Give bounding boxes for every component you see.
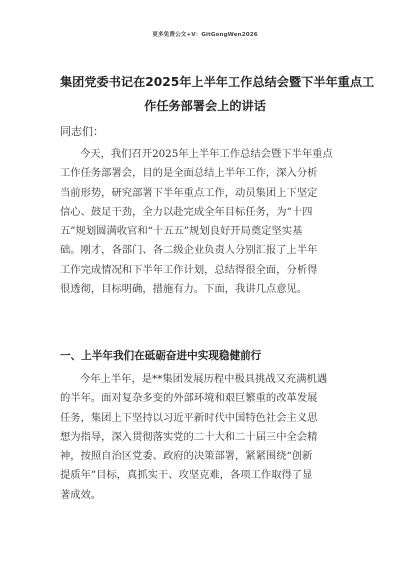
- paragraph-line: 五”规划圆满收官和“十五五”规划良好开局奠定坚实基: [60, 225, 303, 238]
- paragraph-2: [60, 370, 350, 505]
- paragraph-line: 提质年”目标，真抓实干、攻坚克难，各项工作取得了显: [60, 469, 313, 482]
- title-line-2: 作任务部署会上的讲话: [144, 99, 266, 113]
- salutation: 同志们：: [60, 125, 104, 138]
- header-note: 更多免费公文+V：GitGongWen2026: [152, 32, 258, 38]
- paragraph-line: 任务，集团上下坚持以习近平新时代中国特色社会主义思: [60, 411, 318, 424]
- paragraph-line: 工作任务部署会，目的是全面总结上半年工作，深入分析: [60, 167, 318, 180]
- paragraph-line: 信心、鼓足干劲，全力以赴完成全年目标任务，为“十四: [60, 205, 313, 218]
- paragraph-line: 很透彻，目标明确，措施有力。下面，我讲几点意见。: [60, 283, 308, 296]
- paragraph-line: 想为指导，深入贯彻落实党的二十大和二十届三中全会精: [60, 430, 318, 443]
- paragraph-line: 今年上半年，是**集团发展历程中极具挑战又充满机遇: [80, 373, 328, 385]
- paragraph-line: 础。刚才，各部门、各二级企业负责人分别汇报了上半年: [60, 244, 318, 257]
- paragraph-1: [60, 145, 350, 299]
- paragraph-line: 著成效。: [60, 488, 102, 501]
- paragraph-line: 神，按照自治区党委、政府的决策部署，紧紧围绕“创新: [60, 450, 313, 463]
- paragraph-line: 当前形势，研究部署下半年重点工作，动员集团上下坚定: [60, 186, 318, 199]
- title-line-1: 集团党委书记在2025年上半年工作总结会暨下半年重点工: [60, 75, 375, 89]
- paragraph-line: 工作完成情况和下半年工作计划，总结得很全面，分析得: [60, 263, 318, 276]
- section-heading: 一、上半年我们在砥砺奋进中实现稳健前行: [60, 350, 262, 362]
- paragraph-line: 的半年。面对复杂多变的外部环境和艰巨繁重的改革发展: [60, 392, 318, 405]
- document-title: [60, 70, 375, 118]
- paragraph-line: 今天，我们召开2025年上半年工作总结会暨下半年重点: [80, 148, 333, 160]
